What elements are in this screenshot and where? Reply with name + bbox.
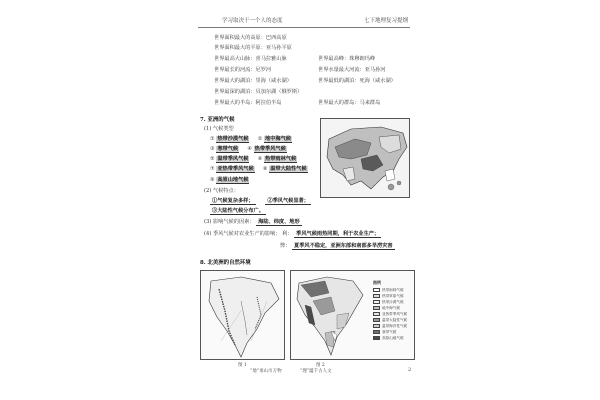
fact-lowest-lake: 世界最低的湖泊：死海（咸水湖） xyxy=(318,78,396,84)
legend-swatch xyxy=(373,300,380,304)
legend-label: 热带沙漠气候 xyxy=(382,299,404,304)
legend-swatch xyxy=(373,306,380,310)
climate-answer: 高原山地气候 xyxy=(217,177,249,183)
header-right: 七下地理复习提纲 xyxy=(363,18,408,24)
climate-legend xyxy=(373,280,413,341)
legend-label: 寒带气候 xyxy=(382,329,397,334)
climate-answer: 热带季风气候 xyxy=(254,146,286,152)
section7-item3: (3) 影响气候的因素： 海陆、纬度、地形 xyxy=(204,219,300,225)
climate-row-2: ③ 寒带气候 ④ 热带季风气候 xyxy=(210,146,286,152)
climate-factors: 海陆、纬度、地形 xyxy=(258,219,300,225)
legend-swatch xyxy=(373,336,380,340)
legend-label: 温带海洋性气候 xyxy=(382,323,408,328)
header-left: 学习取决于一个人的态度 xyxy=(222,18,283,24)
climate-row-5: ⑨ 高原山地气候 xyxy=(210,177,249,183)
legend-label: 热带雨林气候 xyxy=(382,287,404,292)
legend-swatch xyxy=(373,318,380,322)
climate-answer: 亚热带季风气候 xyxy=(217,166,254,172)
legend-swatch xyxy=(373,288,380,292)
footer-right: “理”蕴千古人文 xyxy=(300,369,332,374)
asia-climate-map xyxy=(320,118,410,198)
fact-peak: 世界最高峰：珠穆朗玛峰 xyxy=(318,56,376,62)
section7-item1: (1) 气候类型 xyxy=(204,126,234,132)
legend-swatch xyxy=(373,330,380,334)
footer-left: “地”承山川万物 xyxy=(250,369,282,374)
monsoon-disadvantage-line: 弊： 夏季风不稳定，亚洲东部和南部多旱涝灾害 xyxy=(280,243,393,249)
climate-answer: 温带大陆性气候 xyxy=(270,166,307,172)
legend-label: 热带草原气候 xyxy=(382,293,404,298)
north-america-terrain-map xyxy=(200,270,285,360)
legend-swatch xyxy=(373,294,380,298)
fact-mountain: 世界最高大山脉：喜马拉雅山脉 xyxy=(214,56,287,62)
fact-river-volume: 世界水量最大河流：亚马孙河 xyxy=(318,67,386,73)
climate-answer: 寒带气候 xyxy=(217,146,239,152)
figure2-caption: 图 2 xyxy=(316,363,325,368)
legend-label: 温带大陆性气候 xyxy=(382,317,408,322)
section7-item4: (4) 季风气候对农业生产的影响： 利： 季风气候雨热同期，利于农业生产； xyxy=(204,231,380,237)
feature-1: ①气候复杂多样； ②季风气候显著； xyxy=(212,198,309,204)
climate-answer: 温带季风气候 xyxy=(217,156,249,162)
legend-label: 亚热带季风气候 xyxy=(382,311,408,316)
monsoon-disadvantage: 夏季风不稳定，亚洲东部和南部多旱涝灾害 xyxy=(294,243,393,249)
legend-swatch xyxy=(373,312,380,316)
climate-row-3: ⑤ 温带季风气候 ⑥ 热带雨林气候 xyxy=(210,156,297,162)
fact-caspian: 世界最大的湖泊：里海（咸水湖） xyxy=(214,78,292,84)
fact-river: 世界最长的河流：尼罗河 xyxy=(214,67,272,73)
climate-row-4: ⑦ 亚热带季风气候 ⑧ 温带大陆性气候 xyxy=(210,166,307,172)
fact-plain: 世界面积最大的平原：亚马孙平原 xyxy=(214,45,292,51)
fact-peninsula: 世界最大的半岛：阿拉伯半岛 xyxy=(214,100,282,106)
feature-2: ②季风气候显著； xyxy=(267,198,309,204)
section8-title: 8. 北美洲的自然环境 xyxy=(200,260,251,266)
legend-item xyxy=(373,335,413,341)
climate-answer: 热带沙漠气候 xyxy=(217,136,249,142)
legend-swatch xyxy=(373,324,380,328)
climate-row-1: ① 热带沙漠气候 ② 地中海气候 xyxy=(210,136,291,142)
section7-item2: (2) 气候特点： xyxy=(204,188,239,194)
page-number: 2 xyxy=(408,367,412,373)
feature-3: ③大陆性气候分布广。 xyxy=(212,208,264,214)
legend-label: 高原山地气候 xyxy=(382,335,404,340)
figure1-caption: 图 1 xyxy=(238,363,247,368)
header-rule xyxy=(198,27,410,28)
climate-answer: 地中海气候 xyxy=(265,136,291,142)
fact-plateau: 世界面积最大的高原：巴西高原 xyxy=(214,35,287,41)
monsoon-advantage: 季风气候雨热同期，利于农业生产； xyxy=(296,231,380,237)
legend-label: 地中海气候 xyxy=(382,305,400,310)
legend-title: 图例 xyxy=(373,280,381,285)
section7-title: 7. 亚洲的气候 xyxy=(200,117,235,123)
fact-deepest-lake: 世界最深的湖泊：贝加尔湖（俄罗斯） xyxy=(214,89,303,95)
fact-archipelago: 世界最大的群岛：马来群岛 xyxy=(318,100,381,106)
climate-answer: 热带雨林气候 xyxy=(265,156,297,162)
